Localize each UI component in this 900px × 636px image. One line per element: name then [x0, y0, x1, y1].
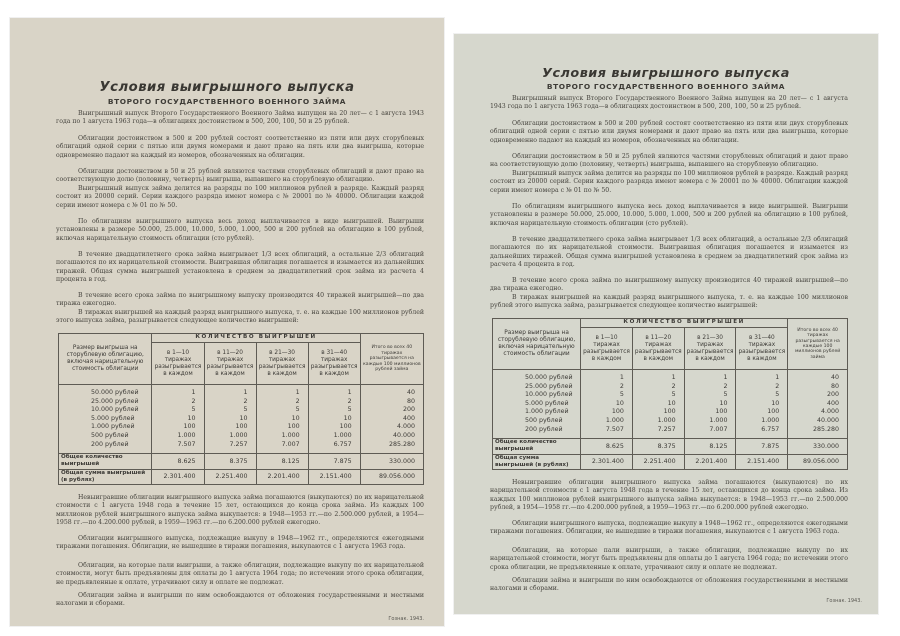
total-count-label: Общее количество выигрышей — [59, 454, 152, 469]
prize-size: 10.000 рублей — [59, 406, 152, 415]
total-sum-label: Общая сумма выигрышей (в рублях) — [493, 454, 581, 469]
cell: 1.000 — [204, 432, 256, 441]
prize-size: 5.000 рублей — [493, 400, 581, 409]
paragraph: В течение двадцатилетнего срока займа выигрывает 1/3 всех облигаций, а остальные 2/3 облигаций погашаются по их нарицательной стоимости. Выигравшая облигация погашается и изымается из дальнейших тиражей. Общая сумма выигрышей установлена в среднем за двадцатилетний срок займа из расчета 4 процента в год. — [490, 236, 848, 268]
cell: 100 — [581, 408, 633, 417]
cell: 40.000 — [788, 417, 848, 426]
cell: 100 — [736, 408, 788, 417]
cell: 2 — [256, 398, 308, 407]
cell: 1.000 — [256, 432, 308, 441]
cell: 10 — [632, 400, 684, 409]
cell: 5 — [581, 391, 633, 400]
table-row — [493, 426, 848, 439]
paragraph: Облигации достоинством в 50 и 25 рублей являются частями сторублевых облигаций и дают право на соответствующую долю (половину, четверть) выигрыша, выпавшего на сторублевую облигацию. — [56, 168, 424, 184]
paragraph: В течение всего срока займа по выигрышному выпуску производится 40 тиражей выигрышей—по два тиража ежегодно. — [56, 292, 424, 308]
cell: 5 — [152, 406, 204, 415]
cell: 6.757 — [736, 426, 788, 439]
prize-size-header: Размер выигрыша на сторублевую облигацию, включая нарицательную стоимость облигации — [493, 319, 581, 370]
table-row — [59, 385, 424, 398]
period-header: в 31—40 тиражах разыгрывается в каждом — [308, 343, 360, 385]
paragraph: По облигациям выигрышного выпуска весь доход выплачивается в виде выигрышей. Выигрыши установлены в размере 50.000, 25.000, 10.000, 5.000, 1.000, 500 и 200 рублей на облигацию в 100 рублей, включая нарицательную стоимость облигации (сто рублей). — [490, 203, 848, 227]
paragraph: По облигациям выигрышного выпуска весь доход выплачивается в виде выигрышей. Выигрыши установлены в размере 50.000, 25.000, 10.000, 5.000, 1.000, 500 и 200 рублей на облигацию в 100 рублей, включая нарицательную стоимость облигации (сто рублей). — [56, 218, 424, 242]
document-title: Условия выигрышного выпуска — [99, 80, 355, 95]
cell: 1 — [736, 370, 788, 383]
paragraph: В тиражах выигрышей на каждый разряд выигрышного выпуска, т. е. на каждые 100 миллионов рублей этого выпуска займа, разыгрывается следующее количество выигрышей: — [56, 309, 424, 325]
prize-size: 5.000 рублей — [59, 415, 152, 424]
table-row — [493, 391, 848, 400]
cell: 80 — [360, 398, 423, 407]
cell: 2.301.400 — [152, 469, 204, 484]
table-row — [59, 423, 424, 432]
cell: 40.000 — [360, 432, 423, 441]
paragraph: Облигации займа и выигрыши по ним освобождаются от обложения государственными и местными налогами и сборами. — [490, 577, 848, 593]
table-row — [59, 398, 424, 407]
period-header: в 21—30 тиражах разыгрывается в каждом — [684, 328, 736, 370]
cell: 2 — [152, 398, 204, 407]
cell: 285.280 — [360, 441, 423, 454]
prize-count-header: КОЛИЧЕСТВО ВЫИГРЫШЕЙ — [581, 319, 788, 328]
table-row — [493, 383, 848, 392]
cell: 1 — [581, 370, 633, 383]
cell: 200 — [788, 391, 848, 400]
cell: 10 — [736, 400, 788, 409]
cell: 7.507 — [152, 441, 204, 454]
period-header: в 1—10 тиражах разыгрывается в каждом — [581, 328, 633, 370]
cell: 8.375 — [204, 454, 256, 469]
paragraph: Облигации, на которые пали выигрыши, а также облигации, подлежащие выкупу по их нарицательной стоимости, могут быть предъявлены для оплаты до 1 августа 1964 года; по истечении этого срока облигации, не предъявленные к оплате, утрачивают силу и оплате не подлежат. — [56, 562, 424, 586]
cell: 285.280 — [788, 426, 848, 439]
period-header: в 31—40 тиражах разыгрывается в каждом — [736, 328, 788, 370]
cell: 100 — [204, 423, 256, 432]
paragraph: Облигации выигрышного выпуска, подлежащие выкупу в 1948—1962 гг., определяются ежегодными тиражами погашения. Облигации, не вышедшие в тиражи погашения, выкупаются с 1 августа 1963 года. — [56, 535, 424, 551]
table-row — [493, 408, 848, 417]
cell: 330.000 — [788, 439, 848, 454]
table-row — [493, 370, 848, 383]
prize-table — [58, 333, 424, 485]
paragraph: Невыигравшие облигации выигрышного выпуска займа погашаются (выкупаются) по их нарицательной стоимости с 1 августа 1948 года в течение 15 лет, остающихся до конца срока займа. Из каждых 100 миллионов рублей выигрышного выпуска займа выкупается: в 1948—1953 гг.—по 2.500.000 рублей, в 1954—1958 гг.—по 4.200.000 рублей, в 1959—1963 гг.—по 6.200.000 рублей ежегодно. — [490, 479, 848, 511]
document-subtitle: ВТОРОГО ГОСУДАРСТВЕННОГО ВОЕННОГО ЗАЙМА — [107, 97, 347, 106]
cell: 7.875 — [736, 439, 788, 454]
cell: 7.007 — [684, 426, 736, 439]
paragraph: Выигрышный выпуск займа делится на разряды по 100 миллионов рублей в разряде. Каждый разряд состоит из 20000 серий. Серии каждого разряда имеют номера с № 20001 по № 40000. Облигации каждой серии имеют номера с № 01 по № 50. — [490, 170, 848, 194]
cell: 2.251.400 — [632, 454, 684, 469]
prize-size: 50.000 рублей — [59, 385, 152, 398]
cell: 8.625 — [152, 454, 204, 469]
cell: 2 — [632, 383, 684, 392]
cell: 10 — [204, 415, 256, 424]
cell: 1 — [256, 385, 308, 398]
cell: 1.000 — [152, 432, 204, 441]
cell: 2.201.400 — [684, 454, 736, 469]
prize-size: 200 рублей — [493, 426, 581, 439]
paragraph: Невыигравшие облигации выигрышного выпуска займа погашаются (выкупаются) по их нарицательной стоимости с 1 августа 1948 года в течение 15 лет, остающихся до конца срока займа. Из каждых 100 миллионов рублей выигрышного выпуска займа выкупается: в 1948—1953 гг.—по 2.500.000 рублей, в 1954—1958 гг.—по 4.200.000 рублей, в 1959—1963 гг.—по 6.200.000 рублей ежегодно. — [56, 494, 424, 526]
cell: 2 — [581, 383, 633, 392]
cell: 10 — [581, 400, 633, 409]
cell: 2 — [736, 383, 788, 392]
cell: 2.201.400 — [256, 469, 308, 484]
table-row — [59, 441, 424, 454]
paragraph: Выигрышный выпуск Второго Государственного Военного Займа выпущен на 20 лет— с 1 августа 1943 года по 1 августа 1963 года—в облигациях достоинством в 500, 200, 100, 50 и 25 рублей. — [56, 110, 424, 126]
total-count-label: Общее количество выигрышей — [493, 439, 581, 454]
prize-size: 500 рублей — [59, 432, 152, 441]
paragraph: В тиражах выигрышей на каждый разряд выигрышного выпуска, т. е. на каждые 100 миллионов рублей этого выпуска займа, разыгрывается следующее количество выигрышей: — [490, 294, 848, 310]
paragraph: Облигации выигрышного выпуска, подлежащие выкупу в 1948—1962 гг., определяются ежегодными тиражами погашения. Облигации, не вышедшие в тиражи погашения, выкупаются с 1 августа 1963 года. — [490, 520, 848, 536]
prize-count-header: КОЛИЧЕСТВО ВЫИГРЫШЕЙ — [152, 334, 360, 343]
paragraph: Выигрышный выпуск Второго Государственного Военного Займа выпущен на 20 лет— с 1 августа 1943 года по 1 августа 1963 года—в облигациях достоинством в 500, 200, 100, 50 и 25 рублей. — [490, 95, 848, 111]
cell: 1 — [684, 370, 736, 383]
table-row — [59, 406, 424, 415]
total-sum-row — [59, 469, 424, 484]
cell: 8.625 — [581, 439, 633, 454]
prize-total-header: Итого во всех 40 тиражах разыгрывается на каждые 100 миллионов рублей займа — [788, 319, 848, 370]
paragraph: Облигации достоинством в 500 и 200 рублей состоят соответственно из пяти или двух сторублевых облигаций одной серии с пятью или двумя номерами и дают право на пять или два выигрыша, которые одновременно падают на каждый из номеров, обозначенных на облигации. — [490, 120, 848, 144]
cell: 1.000 — [581, 417, 633, 426]
table-row — [59, 432, 424, 441]
cell: 100 — [256, 423, 308, 432]
cell: 5 — [684, 391, 736, 400]
document-subtitle: ВТОРОГО ГОСУДАРСТВЕННОГО ВОЕННОГО ЗАЙМА — [546, 82, 786, 91]
cell: 1 — [308, 385, 360, 398]
cell: 1.000 — [632, 417, 684, 426]
cell: 7.507 — [581, 426, 633, 439]
prize-size: 200 рублей — [59, 441, 152, 454]
prize-size: 10.000 рублей — [493, 391, 581, 400]
cell: 7.875 — [308, 454, 360, 469]
cell: 10 — [152, 415, 204, 424]
cell: 10 — [684, 400, 736, 409]
cell: 100 — [632, 408, 684, 417]
prize-table — [492, 318, 848, 470]
cell: 2.251.400 — [204, 469, 256, 484]
prize-size: 25.000 рублей — [59, 398, 152, 407]
paragraph: Облигации займа и выигрыши по ним освобождаются от обложения государственными и местными налогами и сборами. — [56, 592, 424, 608]
total-count-row — [493, 439, 848, 454]
table-row — [493, 417, 848, 426]
period-header: в 11—20 тиражах разыгрывается в каждом — [632, 328, 684, 370]
cell: 80 — [788, 383, 848, 392]
cell: 1.000 — [308, 432, 360, 441]
cell: 100 — [308, 423, 360, 432]
cell: 1 — [632, 370, 684, 383]
cell: 100 — [684, 408, 736, 417]
cell: 89.056.000 — [360, 469, 423, 484]
cell: 5 — [736, 391, 788, 400]
cell: 2 — [308, 398, 360, 407]
cell: 100 — [152, 423, 204, 432]
total-sum-label: Общая сумма выигрышей (в рублях) — [59, 469, 152, 484]
cell: 5 — [632, 391, 684, 400]
printer-mark: Гознак. 1943. — [388, 616, 424, 622]
prize-size: 500 рублей — [493, 417, 581, 426]
total-sum-row — [493, 454, 848, 469]
cell: 1.000 — [736, 417, 788, 426]
cell: 2 — [204, 398, 256, 407]
paragraph: Облигации, на которые пали выигрыши, а также облигации, подлежащие выкупу по их нарицательной стоимости, могут быть предъявлены для оплаты до 1 августа 1964 года; по истечении этого срока облигации, не предъявленные к оплате, утрачивают силу и оплате не подлежат. — [490, 547, 848, 571]
prize-size-header: Размер выигрыша на сторублевую облигацию, включая нарицательную стоимость облигации — [59, 334, 152, 385]
cell: 5 — [256, 406, 308, 415]
period-header: в 21—30 тиражах разыгрывается в каждом — [256, 343, 308, 385]
total-count-row — [59, 454, 424, 469]
cell: 40 — [788, 370, 848, 383]
cell: 6.757 — [308, 441, 360, 454]
paragraph: Облигации достоинством в 500 и 200 рублей состоят соответственно из пяти или двух сторублевых облигаций одной серии с пятью или двумя номерами и дают право на пять или два выигрыша, которые одновременно падают на каждый из номеров, обозначенных на облигации. — [56, 135, 424, 159]
cell: 10 — [256, 415, 308, 424]
cell: 8.375 — [632, 439, 684, 454]
cell: 1.000 — [684, 417, 736, 426]
cell: 89.056.000 — [788, 454, 848, 469]
cell: 1 — [152, 385, 204, 398]
cell: 5 — [204, 406, 256, 415]
cell: 7.257 — [632, 426, 684, 439]
cell: 200 — [360, 406, 423, 415]
cell: 2.151.400 — [308, 469, 360, 484]
prize-size: 50.000 рублей — [493, 370, 581, 383]
cell: 4.000 — [788, 408, 848, 417]
document-title: Условия выигрышного выпуска — [542, 66, 790, 81]
paragraph: В течение всего срока займа по выигрышному выпуску производится 40 тиражей выигрышей—по два тиража ежегодно. — [490, 277, 848, 293]
cell: 7.257 — [204, 441, 256, 454]
cell: 4.000 — [360, 423, 423, 432]
paragraph: Облигации достоинством в 50 и 25 рублей являются частями сторублевых облигаций и дают право на соответствующую долю (половину, четверть) выигрыша, выпавшего на сторублевую облигацию. — [490, 153, 848, 169]
prize-size: 1.000 рублей — [493, 408, 581, 417]
cell: 40 — [360, 385, 423, 398]
cell: 2 — [684, 383, 736, 392]
cell: 8.125 — [684, 439, 736, 454]
paragraph: В течение двадцатилетнего срока займа выигрывает 1/3 всех облигаций, а остальные 2/3 облигаций погашаются по их нарицательной стоимости. Выигравшая облигация погашается и изымается из дальнейших тиражей. Общая сумма выигрышей установлена в среднем за двадцатилетний срок займа из расчета 4 процента в год. — [56, 251, 424, 283]
cell: 400 — [788, 400, 848, 409]
cell: 330.000 — [360, 454, 423, 469]
printer-mark: Гознак. 1943. — [826, 598, 862, 604]
period-header: в 1—10 тиражах разыгрывается в каждом — [152, 343, 204, 385]
prize-total-header: Итого во всех 40 тиражах разыгрывается на каждые 100 миллионов рублей займа — [360, 334, 423, 385]
cell: 1 — [204, 385, 256, 398]
paragraph: Выигрышный выпуск займа делится на разряды по 100 миллионов рублей в разряде. Каждый разряд состоит из 20000 серий. Серии каждого разряда имеют номера с № 20001 по № 40000. Облигации каждой серии имеют номера с № 01 по № 50. — [56, 185, 424, 209]
cell: 5 — [308, 406, 360, 415]
cell: 10 — [308, 415, 360, 424]
prize-size: 1.000 рублей — [59, 423, 152, 432]
cell: 400 — [360, 415, 423, 424]
cell: 2.151.400 — [736, 454, 788, 469]
left-sheet — [10, 18, 444, 626]
period-header: в 11—20 тиражах разыгрывается в каждом — [204, 343, 256, 385]
prize-size: 25.000 рублей — [493, 383, 581, 392]
right-sheet — [454, 34, 878, 614]
cell: 8.125 — [256, 454, 308, 469]
cell: 2.301.400 — [581, 454, 633, 469]
cell: 7.007 — [256, 441, 308, 454]
